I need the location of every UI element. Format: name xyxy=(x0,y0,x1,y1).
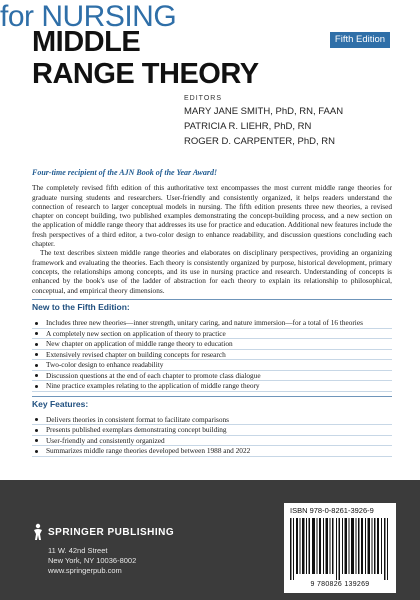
edition-badge: Fifth Edition xyxy=(330,32,390,48)
editor-3: ROGER D. CARPENTER, PhD, RN xyxy=(184,136,335,147)
bullet-icon xyxy=(35,429,38,432)
list-item: Extensively revised chapter on building concepts for research xyxy=(32,350,392,361)
description-paragraph-1: The completely revised fifth edition of this authoritative text encompasses the most current middle range theories for graduate nursing students and researchers. User-friendly and consistently organized, it helps readers understand the connection of research to larger conceptual models in nursing. The fifth edition presents three new theories, a revised chapter on concept building, two published examples demonstrating the concept-building process, and a new section on the application of middle range theory that addresses its use for practice and education. Additional new features include the fresh perspectives of a third editor, a two-color design to enhance readability, and discussion questions concluding each chapter. xyxy=(32,183,392,249)
isbn-label: ISBN 978-0-8261-3926-9 xyxy=(290,506,374,515)
bullet-icon xyxy=(35,332,38,335)
editor-2: PATRICIA R. LIEHR, PhD, RN xyxy=(184,121,312,132)
bullet-icon xyxy=(35,343,38,346)
address-line-1: 11 W. 42nd Street xyxy=(48,546,108,555)
bullet-icon xyxy=(35,353,38,356)
bullet-icon xyxy=(35,385,38,388)
springer-horse-icon xyxy=(31,523,45,541)
list-item: User-friendly and consistently organized xyxy=(32,436,392,447)
list-item: Presents published exemplars demonstrating concept building xyxy=(32,425,392,436)
list-item: Delivers theories in consistent format to facilitate comparisons xyxy=(32,415,392,426)
barcode-panel xyxy=(284,503,396,593)
list-item: Nine practice examples relating to the application of middle range theory xyxy=(32,381,392,392)
title-line-3: for NURSING xyxy=(0,0,177,33)
key-features-list xyxy=(32,415,392,457)
key-features-title: Key Features: xyxy=(32,396,392,411)
publisher-url: www.springerpub.com xyxy=(48,566,122,575)
title-line-1: MIDDLE xyxy=(32,26,141,58)
list-item: New chapter on application of middle range theory to education xyxy=(32,339,392,350)
address-line-2: New York, NY 10036-8002 xyxy=(48,556,137,565)
title-line-2: RANGE THEORY xyxy=(32,58,259,90)
list-item: Discussion questions at the end of each chapter to promote class dialogue xyxy=(32,371,392,382)
award-line: Four-time recipient of the AJN Book of the Year Award! xyxy=(32,168,218,177)
bullet-icon xyxy=(35,322,38,325)
new-features-list xyxy=(32,318,392,392)
list-item: Summarizes middle range theories developed between 1988 and 2022 xyxy=(32,446,392,457)
list-item: Includes three new theories—inner strength, unitary caring, and nature immersion—for a total of 16 theories xyxy=(32,318,392,329)
bullet-icon xyxy=(35,374,38,377)
bullet-icon xyxy=(35,418,38,421)
bullet-icon xyxy=(35,364,38,367)
bullet-icon xyxy=(35,450,38,453)
bullet-icon xyxy=(35,439,38,442)
list-item: A completely new section on application of theory to practice xyxy=(32,329,392,340)
cover-header xyxy=(0,0,420,165)
list-item: Two-color design to enhance readability xyxy=(32,360,392,371)
editor-1: MARY JANE SMITH, PhD, RN, FAAN xyxy=(184,106,344,117)
editors-label: EDITORS xyxy=(184,95,222,102)
description-paragraph-2: The text describes sixteen middle range theories and elaborates on disciplinary perspectives, providing an organizing framework and evaluating the theories. Each theory is consistently organized by purpose, historical development, primary concepts, the relationships among concepts, and its use in nursing practice and research. Understanding of concepts is enhanced by the book's use of the ladder of abstraction for each theory to explain its relationship to philosophical, conceptual, and empirical theory dimensions. xyxy=(32,248,392,295)
cover-description xyxy=(32,168,392,457)
barcode-icon xyxy=(290,518,390,580)
new-features-title: New to the Fifth Edition: xyxy=(32,299,392,314)
isbn-digits: 9 780826 139269 xyxy=(310,581,370,588)
publisher-name: SPRINGER PUBLISHING xyxy=(48,527,175,538)
